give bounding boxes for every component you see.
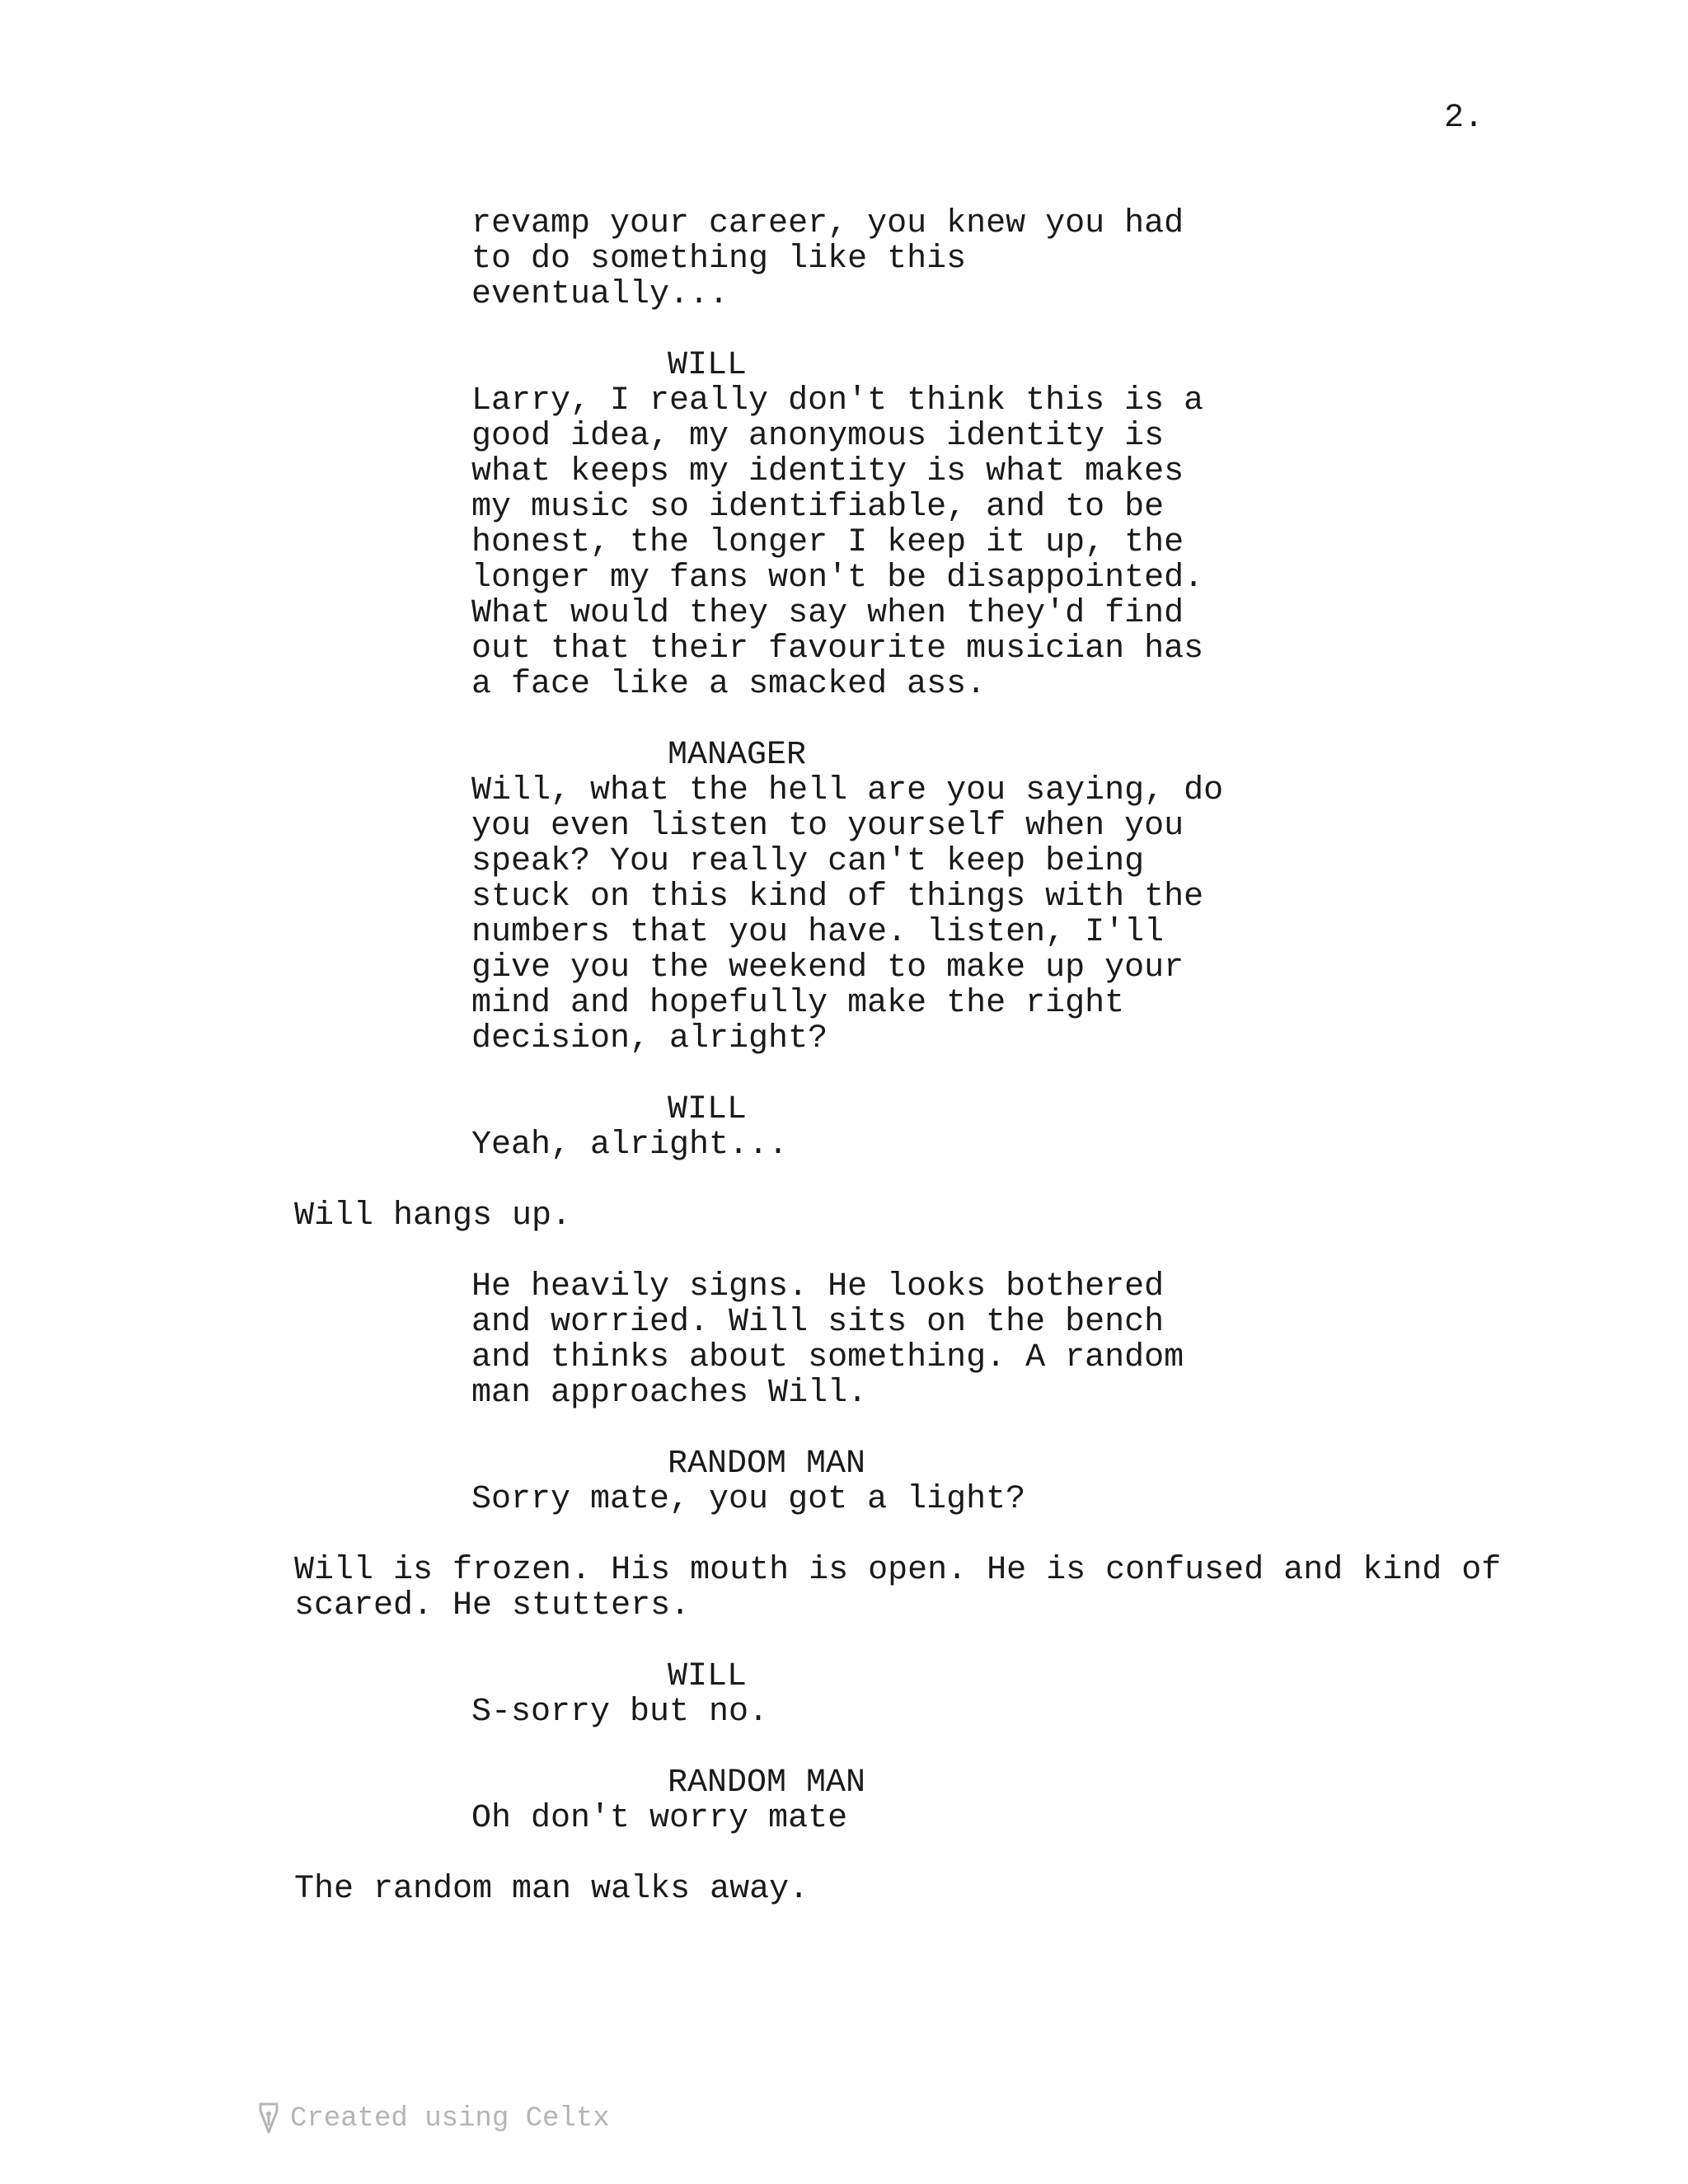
celtx-footer xyxy=(257,2102,610,2135)
action-line: scared. He stutters. xyxy=(294,1587,691,1624)
dialogue-line: out that their favourite musician has xyxy=(471,630,1204,668)
dialogue-line: eventually... xyxy=(471,276,729,313)
character-name: WILL xyxy=(668,1091,748,1128)
action-line: Will hangs up. xyxy=(294,1197,572,1235)
action-line: man approaches Will. xyxy=(471,1375,868,1412)
action-line: and thinks about something. A random xyxy=(471,1339,1184,1376)
character-name: MANAGER xyxy=(668,737,807,774)
dialogue-line: my music so identifiable, and to be xyxy=(471,489,1165,526)
character-name: RANDOM MAN xyxy=(668,1446,866,1483)
dialogue-line: give you the weekend to make up your xyxy=(471,949,1184,987)
footer-text: Created using Celtx xyxy=(290,2103,610,2135)
dialogue-line: Sorry mate, you got a light? xyxy=(471,1481,1026,1518)
dialogue-line: revamp your career, you knew you had xyxy=(471,205,1184,242)
pen-nib-icon xyxy=(257,2102,280,2135)
action-line: The random man walks away. xyxy=(294,1871,809,1908)
dialogue-line: Oh don't worry mate xyxy=(471,1800,848,1837)
dialogue-line: stuck on this kind of things with the xyxy=(471,879,1204,916)
action-line: and worried. Will sits on the bench xyxy=(471,1304,1165,1341)
character-name: WILL xyxy=(668,1658,748,1695)
action-line: Will is frozen. His mouth is open. He is confused and kind of xyxy=(294,1552,1502,1589)
character-name: WILL xyxy=(668,347,748,384)
action-line: He heavily signs. He looks bothered xyxy=(471,1268,1165,1305)
dialogue-line: good idea, my anonymous identity is xyxy=(471,418,1165,455)
dialogue-line: What would they say when they'd find xyxy=(471,595,1184,632)
dialogue-line: you even listen to yourself when you xyxy=(471,808,1184,845)
dialogue-line: Yeah, alright... xyxy=(471,1127,789,1164)
dialogue-line: to do something like this xyxy=(471,241,967,278)
dialogue-line: Larry, I really don't think this is a xyxy=(471,382,1204,419)
dialogue-line: a face like a smacked ass. xyxy=(471,666,987,703)
dialogue-line: Will, what the hell are you saying, do xyxy=(471,772,1224,809)
dialogue-line: decision, alright? xyxy=(471,1020,828,1057)
dialogue-line: longer my fans won't be disappointed. xyxy=(471,560,1204,597)
dialogue-line: honest, the longer I keep it up, the xyxy=(471,524,1184,561)
page-number: 2. xyxy=(1444,100,1484,137)
dialogue-line: what keeps my identity is what makes xyxy=(471,453,1184,490)
character-name: RANDOM MAN xyxy=(668,1765,866,1802)
dialogue-line: S-sorry but no. xyxy=(471,1694,769,1731)
dialogue-line: numbers that you have. listen, I'll xyxy=(471,914,1165,951)
dialogue-line: mind and hopefully make the right xyxy=(471,985,1125,1022)
dialogue-line: speak? You really can't keep being xyxy=(471,843,1145,880)
